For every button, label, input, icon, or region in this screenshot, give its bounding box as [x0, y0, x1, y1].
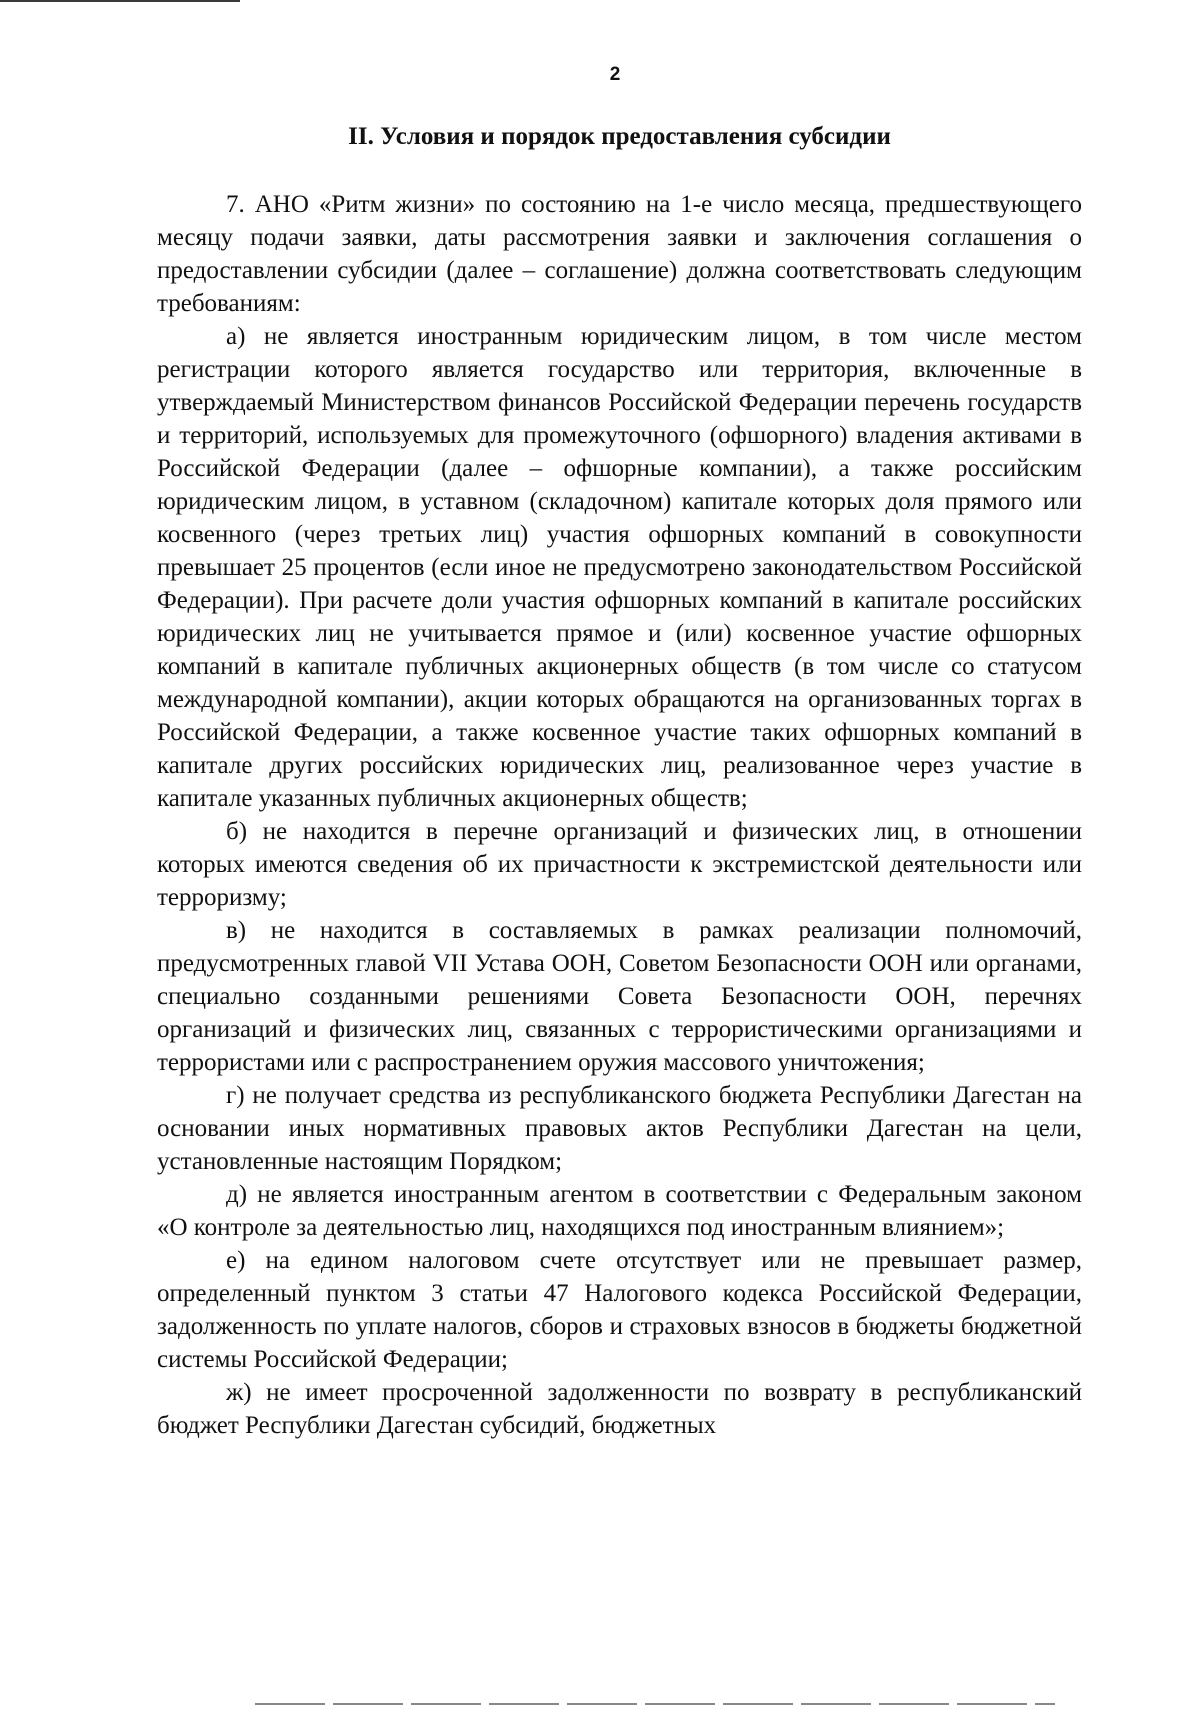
- paragraph-7-intro: 7. АНО «Ритм жизни» по состоянию на 1-е число месяца, предшествующего месяцу подачи заявки, даты рассмотрения заявки и заключения соглашения о предоставлении субсидии (далее – соглашение) должна соответствовать следующим требованиям:: [157, 191, 1082, 317]
- scan-edge-line-top: [0, 0, 240, 2]
- paragraph-item-a: а) не является иностранным юридическим лицом, в том числе местом регистрации которого является государство или территория, включенные в утверждаемый Министерством финансов Российской Федерации перечень государств и территорий, используемых для промежуточного (офшорного) владения активами в Российской Федерации (далее – офшорные компании), а также российским юридическим лицом, в уставном (складочном) капитале которых доля прямого или косвенного (через третьих лиц) участия офшорных компаний в совокупности превышает 25 процентов (если иное не предусмотрено законодательством Российской Федерации). При расчете доли участия офшорных компаний в капитале российских юридических лиц не учитывается прямое и (или) косвенное участие офшорных компаний в капитале публичных акционерных обществ (в том числе со статусом международной компании), акции которых обращаются на организованных торгах в Российской Федерации, а также косвенное участие таких офшорных компаний в капитале других российских юридических лиц, реализованное через участие в капитале указанных публичных акционерных обществ;: [157, 323, 1082, 812]
- paragraph-item-zh: ж) не имеет просроченной задолженности по возврату в республиканский бюджет Республики Дагестан субсидий, бюджетных: [157, 1379, 1082, 1439]
- scan-edge-line-bottom: [255, 1703, 1055, 1705]
- paragraph-item-d: д) не является иностранным агентом в соответствии с Федеральным законом «О контроле за деятельностью лиц, находящихся под иностранным влиянием»;: [157, 1181, 1082, 1241]
- paragraph-item-e: е) на едином налоговом счете отсутствует или не превышает размер, определенный пунктом 3 статьи 47 Налогового кодекса Российской Федерации, задолженность по уплате налогов, сборов и страховых взносов в бюджеты бюджетной системы Российской Федерации;: [157, 1247, 1082, 1373]
- paragraph-item-v: в) не находится в составляемых в рамках реализации полномочий, предусмотренных главой VII Устава ООН, Советом Безопасности ООН или органами, специально созданными решениями Совета Безопасности ООН, перечнях организаций и физических лиц, связанных с террористическими организациями и террористами или с распространением оружия массового уничтожения;: [157, 917, 1082, 1076]
- paragraph-item-g: г) не получает средства из республиканского бюджета Республики Дагестан на основании иных нормативных правовых актов Республики Дагестан на цели, установленные настоящим Порядком;: [157, 1082, 1082, 1175]
- section-title: II. Условия и порядок предоставления субсидии: [348, 123, 891, 150]
- page-number: 2: [609, 64, 621, 85]
- paragraph-item-b: б) не находится в перечне организаций и физических лиц, в отношении которых имеются сведения об их причастности к экстремистской деятельности или терроризму;: [157, 818, 1082, 911]
- document-body: [157, 188, 1082, 1442]
